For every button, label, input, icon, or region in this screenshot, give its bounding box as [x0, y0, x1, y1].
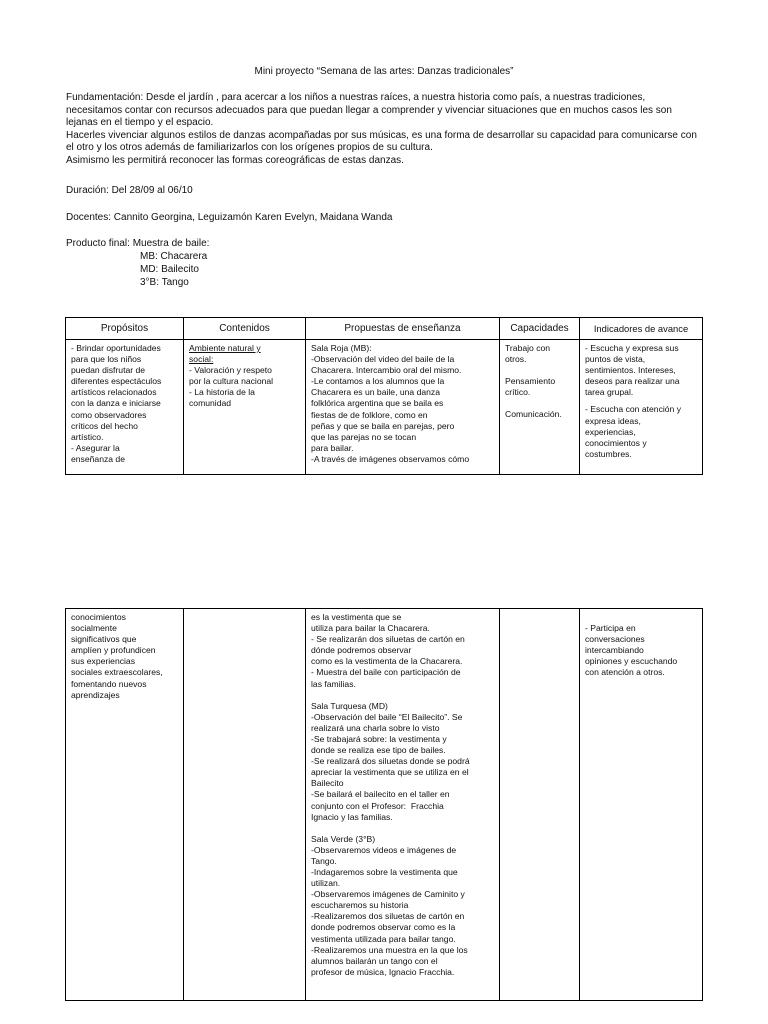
text-line: profesor de música, Ignacio Fracchia. [311, 966, 455, 977]
text-line: -Observaremos videos e imágenes de [311, 844, 457, 855]
text-line: sentimientos. Intereses, [585, 365, 676, 376]
header-capacidades: Capacidades [500, 318, 580, 340]
table-row [66, 609, 703, 1001]
text-line: significativos que [71, 634, 137, 645]
propuestas-cell [306, 340, 500, 475]
text-line: -A través de imágenes observamos cómo [311, 453, 470, 464]
text-line: tarea grupal. [585, 387, 634, 398]
document-title: Mini proyecto “Semana de las artes: Danzas tradicionales” [254, 66, 514, 77]
planning-table-part-2 [65, 608, 703, 1001]
capacidades-cell [500, 609, 580, 1001]
text-line: - Brindar oportunidades [71, 343, 161, 353]
propositos-cell [66, 340, 184, 475]
producto-final [66, 237, 209, 289]
text-line: - Escucha con atención y [585, 404, 682, 415]
fundamentacion-paragraph [66, 92, 706, 168]
text-line: - Muestra del baile con participación de [311, 667, 461, 678]
text-line: crítico. [505, 387, 531, 398]
text-line: alumnos bailarán un tango con el [311, 955, 438, 966]
text-line: para bailar. [311, 442, 354, 453]
contenidos-cell [184, 609, 306, 1001]
text-line: - La historia de la [189, 387, 255, 398]
text-line: apreciar la vestimenta que se utiliza en el [311, 767, 469, 778]
text-line: -Indagaremos sobre la vestimenta que [311, 866, 458, 877]
text-line: intercambiando [585, 645, 644, 656]
text-line: - Valoración y respeto [189, 365, 272, 376]
text-line: costumbres. [585, 448, 632, 459]
text-line: Chacarera es un baile, una danza [311, 387, 440, 398]
fundamentacion-line: Fundamentación: Desde el jardín , para acercar a los niños a nuestras raíces, a nuestra historia como país, a nuestras tradiciones, [66, 92, 646, 103]
text-line: Chacarera. Intercambio oral del mismo. [311, 365, 462, 376]
text-line: Ignacio y las familias. [311, 811, 393, 822]
fundamentacion-line: necesitamos contar con recursos adecuados para que puedan llegar a comprender y vivenciar situaciones que en muchos casos les son [66, 104, 672, 116]
contenidos-heading: Ambiente natural y [189, 343, 261, 353]
table-row [66, 340, 703, 475]
sala-heading: Sala Turquesa (MD) [311, 700, 388, 711]
capacidades-cell [500, 340, 580, 475]
text-line: con la danza e iniciarse [71, 398, 161, 409]
text-line: artístico. [71, 431, 104, 442]
text-line: experiencias, [585, 426, 636, 437]
text-line: conversaciones [585, 634, 645, 645]
fundamentacion-line: lejanas en el tiempo y el espacio. [66, 117, 214, 129]
text-line: socialmente [71, 623, 117, 634]
table-header-row [66, 318, 703, 340]
text-line: puedan disfrutar de [71, 365, 146, 376]
text-line: diferentes espectáculos [71, 376, 162, 387]
producto-final-item: 3°B: Tango [140, 277, 189, 288]
text-line: comunidad [189, 398, 232, 409]
text-line: - Se realizarán dos siluetas de cartón en [311, 634, 465, 645]
text-line: conocimientos y [585, 437, 647, 448]
text-line: que las parejas no se tocan [311, 431, 417, 442]
text-line: conocimientos [71, 612, 126, 622]
docentes-line: Docentes: Cannito Georgina, Leguizamón Karen Evelyn, Maidana Wanda [66, 212, 393, 223]
text-line: críticos del hecho [71, 420, 138, 431]
header-contenidos: Contenidos [184, 318, 306, 340]
text-line: amplíen y profundicen [71, 645, 156, 656]
contenidos-heading: social: [189, 354, 214, 365]
text-line: como observadores [71, 409, 147, 420]
text-line: dónde podremos observar [311, 645, 412, 656]
text-line: expresa ideas, [585, 415, 641, 426]
sala-heading: Sala Verde (3°B) [311, 833, 376, 844]
text-line: donde se realiza ese tipo de bailes. [311, 745, 446, 756]
propuestas-cell [306, 609, 500, 1001]
fundamentacion-line: Hacerles vivenciar algunos estilos de danzas acompañadas por sus músicas, es una forma de desarrollar su capacidad para comunicarse con [66, 129, 697, 141]
header-propuestas: Propuestas de enseñanza [306, 318, 500, 340]
text-line: -Observación del baile “El Bailecito”. Se [311, 711, 463, 722]
text-line: las familias. [311, 678, 356, 689]
text-line: -Realizaremos una muestra en la que los [311, 944, 468, 955]
text-line: Tango. [311, 855, 337, 866]
text-line: -Se trabajará sobre: la vestimenta y [311, 733, 447, 744]
text-line: peñas y que se baila en parejas, pero [311, 420, 455, 431]
fundamentacion-line: el otro y los otros además de familiarizarlos con los orígenes propios de su cultura. [66, 142, 433, 154]
producto-final-label: Producto final: Muestra de baile: [66, 238, 210, 249]
indicadores-cell [580, 340, 703, 475]
text-line: puntos de vista, [585, 354, 646, 365]
fundamentacion-line: Asimismo les permitirá reconocer las formas coreográficas de estas danzas. [66, 154, 404, 166]
text-line: - Participa en [585, 623, 636, 633]
text-line: para que los niños [71, 354, 142, 365]
text-line: - Asegurar la [71, 442, 120, 453]
contenidos-cell [184, 340, 306, 475]
text-line: por la cultura nacional [189, 376, 274, 387]
text-line: Comunicación. [505, 409, 562, 420]
text-line: donde podremos observar como es la [311, 922, 456, 933]
producto-final-item: MD: Bailecito [140, 264, 199, 275]
text-line: deseos para realizar una [585, 376, 680, 387]
text-line: utiliza para bailar la Chacarera. [311, 623, 430, 634]
text-line: artísticos relacionados [71, 387, 157, 398]
text-line: enseñanza de [71, 453, 125, 464]
text-line: Trabajo con [505, 343, 551, 353]
text-line: conjunto con el Profesor: Fracchia [311, 800, 444, 811]
text-line: Pensamiento [505, 376, 556, 387]
text-line: -Observación del video del baile de la [311, 354, 455, 365]
text-line: opiniones y escuchando [585, 656, 678, 667]
text-line: -Le contamos a los alumnos que la [311, 376, 445, 387]
indicadores-cell [580, 609, 703, 1001]
planning-table-part-1 [65, 317, 703, 475]
text-line: Bailecito [311, 778, 344, 789]
text-line: con atención a otros. [585, 667, 665, 678]
sala-heading: Sala Roja (MB): [311, 343, 372, 353]
text-line: sus experiencias [71, 656, 136, 667]
text-line: -Se bailará el bailecito en el taller en [311, 789, 450, 800]
duracion-line: Duración: Del 28/09 al 06/10 [66, 185, 193, 196]
text-line: -Realizaremos dos siluetas de cartón en [311, 911, 465, 922]
header-indicadores: Indicadores de avance [580, 318, 703, 340]
text-line: sociales extraescolares, [71, 667, 163, 678]
text-line: vestimenta utilizada para bailar tango. [311, 933, 456, 944]
text-line: utilizan. [311, 878, 341, 889]
text-line: otros. [505, 354, 527, 365]
text-line: - Escucha y expresa sus [585, 343, 679, 353]
text-line: como es la vestimenta de la Chacarera. [311, 656, 463, 667]
producto-final-item: MB: Chacarera [140, 251, 208, 262]
propositos-cell [66, 609, 184, 1001]
text-line: -Observaremos imágenes de Caminito y [311, 889, 465, 900]
text-line: -Se realizará dos siluetas donde se podrá [311, 756, 470, 767]
text-line: aprendizajes [71, 689, 120, 700]
text-line: fomentando nuevos [71, 678, 147, 689]
text-line: escucharemos su historia [311, 900, 409, 911]
text-line: fiestas de de folklore, como en [311, 409, 428, 420]
text-line: folklórica argentina que se baila es [311, 398, 444, 409]
header-propositos: Propósitos [66, 318, 184, 340]
text-line: es la vestimenta que se [311, 612, 402, 622]
text-line: realizará una charla sobre lo visto [311, 722, 440, 733]
